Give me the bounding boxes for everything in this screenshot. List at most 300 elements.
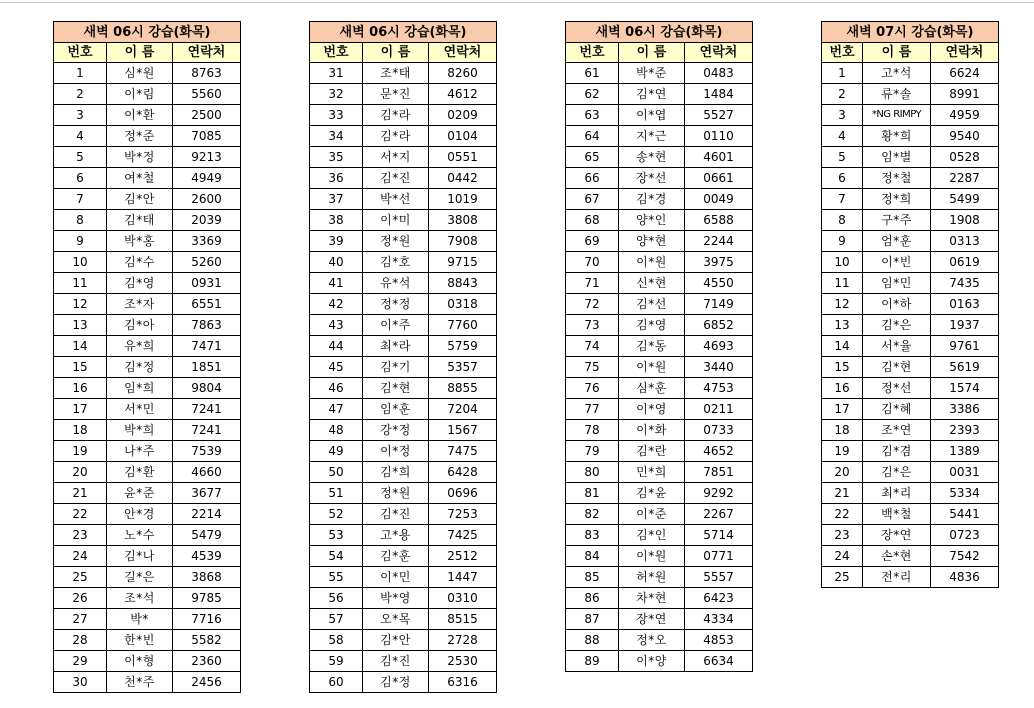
cell-name: 이*준 [619, 504, 685, 525]
table-row [54, 63, 241, 84]
cell-phone: 5441 [931, 504, 999, 525]
cell-phone: 2393 [931, 420, 999, 441]
cell-name: 김*기 [363, 357, 429, 378]
cell-name: 여*철 [107, 168, 173, 189]
cell-num: 53 [310, 525, 363, 546]
cell-phone: 0551 [429, 147, 497, 168]
table-row [310, 651, 497, 672]
cell-num: 1 [822, 63, 863, 84]
cell-name: 민*희 [619, 462, 685, 483]
cell-name: 이*원 [619, 546, 685, 567]
cell-name: 임*희 [107, 378, 173, 399]
cell-num: 22 [822, 504, 863, 525]
table-row [822, 441, 999, 462]
table-row [566, 525, 753, 546]
table-row [566, 546, 753, 567]
cell-name: 김*수 [107, 252, 173, 273]
cell-num: 17 [54, 399, 107, 420]
cell-name: 김*은 [863, 315, 931, 336]
cell-name: 양*현 [619, 231, 685, 252]
cell-phone: 9292 [685, 483, 753, 504]
cell-name: 이*엽 [619, 105, 685, 126]
col-header-num: 번호 [566, 43, 619, 63]
table-row [310, 525, 497, 546]
cell-name: 김*혜 [863, 399, 931, 420]
col-header-num: 번호 [310, 43, 363, 63]
cell-num: 9 [822, 231, 863, 252]
cell-phone: 0771 [685, 546, 753, 567]
table-row [822, 147, 999, 168]
cell-num: 87 [566, 609, 619, 630]
cell-name: 손*현 [863, 546, 931, 567]
cell-name: 김*인 [619, 525, 685, 546]
cell-phone: 7851 [685, 462, 753, 483]
cell-num: 65 [566, 147, 619, 168]
table-row [54, 378, 241, 399]
cell-num: 74 [566, 336, 619, 357]
cell-num: 50 [310, 462, 363, 483]
cell-name: 최*리 [863, 483, 931, 504]
cell-name: 백*철 [863, 504, 931, 525]
table-row [566, 588, 753, 609]
roster-table-1 [53, 21, 241, 693]
cell-phone: 2500 [173, 105, 241, 126]
cell-num: 31 [310, 63, 363, 84]
table-row [566, 441, 753, 462]
cell-phone: 7863 [173, 315, 241, 336]
cell-num: 41 [310, 273, 363, 294]
cell-phone: 0483 [685, 63, 753, 84]
cell-name: 이*하 [863, 294, 931, 315]
cell-phone: 4601 [685, 147, 753, 168]
cell-name: 천*주 [107, 672, 173, 693]
cell-num: 58 [310, 630, 363, 651]
cell-name: 나*주 [107, 441, 173, 462]
cell-num: 2 [54, 84, 107, 105]
table-row [822, 336, 999, 357]
cell-num: 86 [566, 588, 619, 609]
cell-name: 이*화 [619, 420, 685, 441]
cell-num: 48 [310, 420, 363, 441]
col-header-phone: 연락처 [173, 43, 241, 63]
table-row [566, 105, 753, 126]
table-row [54, 630, 241, 651]
table-row [822, 252, 999, 273]
cell-num: 15 [54, 357, 107, 378]
cell-num: 16 [822, 378, 863, 399]
cell-name: 송*현 [619, 147, 685, 168]
cell-num: 19 [822, 441, 863, 462]
col-header-phone: 연락처 [931, 43, 999, 63]
cell-name: 한*빈 [107, 630, 173, 651]
cell-phone: 4652 [685, 441, 753, 462]
cell-name: 김*안 [107, 189, 173, 210]
table-row [54, 294, 241, 315]
cell-phone: 2600 [173, 189, 241, 210]
cell-num: 63 [566, 105, 619, 126]
cell-phone: 1937 [931, 315, 999, 336]
table-row [566, 294, 753, 315]
table-row [54, 672, 241, 693]
cell-num: 64 [566, 126, 619, 147]
cell-phone: 1851 [173, 357, 241, 378]
cell-name: 양*인 [619, 210, 685, 231]
cell-name: 박*홍 [107, 231, 173, 252]
cell-name: 김*훈 [363, 546, 429, 567]
table-row [54, 105, 241, 126]
cell-name: 이*원 [619, 357, 685, 378]
cell-num: 21 [54, 483, 107, 504]
cell-num: 5 [822, 147, 863, 168]
cell-phone: 3975 [685, 252, 753, 273]
cell-phone: 7085 [173, 126, 241, 147]
cell-num: 14 [54, 336, 107, 357]
table-row [310, 672, 497, 693]
cell-phone: 2456 [173, 672, 241, 693]
cell-num: 36 [310, 168, 363, 189]
cell-name: 김*연 [619, 84, 685, 105]
cell-name: 강*정 [363, 420, 429, 441]
cell-num: 75 [566, 357, 619, 378]
table-row [822, 273, 999, 294]
cell-phone: 8260 [429, 63, 497, 84]
table-row [310, 210, 497, 231]
cell-name: 조*자 [107, 294, 173, 315]
cell-num: 14 [822, 336, 863, 357]
cell-name: 김*정 [107, 357, 173, 378]
cell-name: 이*림 [107, 84, 173, 105]
cell-phone: 0104 [429, 126, 497, 147]
table-row [310, 126, 497, 147]
table-row [310, 588, 497, 609]
cell-name: 길*은 [107, 567, 173, 588]
cell-num: 7 [54, 189, 107, 210]
cell-num: 89 [566, 651, 619, 672]
cell-phone: 7435 [931, 273, 999, 294]
cell-phone: 5582 [173, 630, 241, 651]
table-row [54, 462, 241, 483]
cell-name: 박*정 [107, 147, 173, 168]
cell-phone: 1908 [931, 210, 999, 231]
cell-num: 1 [54, 63, 107, 84]
cell-num: 67 [566, 189, 619, 210]
table-title: 새벽 06시 강습(화목) [566, 22, 753, 43]
cell-num: 11 [822, 273, 863, 294]
col-header-name: 이 름 [863, 43, 931, 63]
table-row [310, 357, 497, 378]
cell-name: 김*윤 [619, 483, 685, 504]
cell-name: 박*선 [363, 189, 429, 210]
cell-name: 이*주 [363, 315, 429, 336]
cell-name: 구*주 [863, 210, 931, 231]
cell-phone: 0310 [429, 588, 497, 609]
cell-num: 88 [566, 630, 619, 651]
cell-phone: 5557 [685, 567, 753, 588]
cell-phone: 2244 [685, 231, 753, 252]
cell-name: 이*빈 [863, 252, 931, 273]
cell-num: 71 [566, 273, 619, 294]
cell-num: 15 [822, 357, 863, 378]
cell-phone: 0110 [685, 126, 753, 147]
cell-name: 차*현 [619, 588, 685, 609]
cell-name: *NG RIMPY [863, 105, 931, 126]
cell-num: 3 [54, 105, 107, 126]
cell-name: 김*라 [363, 126, 429, 147]
cell-phone: 3440 [685, 357, 753, 378]
cell-num: 49 [310, 441, 363, 462]
cell-num: 59 [310, 651, 363, 672]
table-row [566, 357, 753, 378]
table-row [310, 273, 497, 294]
cell-name: 김*선 [619, 294, 685, 315]
cell-phone: 7425 [429, 525, 497, 546]
cell-phone: 4949 [173, 168, 241, 189]
cell-num: 79 [566, 441, 619, 462]
table-row [566, 231, 753, 252]
col-header-num: 번호 [54, 43, 107, 63]
cell-name: 노*수 [107, 525, 173, 546]
cell-name: 류*솔 [863, 84, 931, 105]
cell-num: 42 [310, 294, 363, 315]
cell-name: 임*별 [863, 147, 931, 168]
cell-name: 고*용 [363, 525, 429, 546]
cell-name: 김*진 [363, 651, 429, 672]
cell-num: 37 [310, 189, 363, 210]
cell-num: 25 [54, 567, 107, 588]
cell-name: 김*란 [619, 441, 685, 462]
col-header-phone: 연락처 [429, 43, 497, 63]
cell-phone: 7149 [685, 294, 753, 315]
cell-num: 38 [310, 210, 363, 231]
cell-name: 장*선 [619, 168, 685, 189]
cell-num: 81 [566, 483, 619, 504]
table-row [54, 588, 241, 609]
cell-name: 김*라 [363, 105, 429, 126]
table-row [822, 378, 999, 399]
cell-phone: 2512 [429, 546, 497, 567]
table-row [566, 378, 753, 399]
table-row [54, 483, 241, 504]
table-row [566, 126, 753, 147]
table-row [310, 63, 497, 84]
table-row [566, 483, 753, 504]
table-row [54, 126, 241, 147]
cell-num: 2 [822, 84, 863, 105]
cell-phone: 1567 [429, 420, 497, 441]
cell-name: 이*양 [619, 651, 685, 672]
table-row [822, 525, 999, 546]
cell-name: 조*연 [863, 420, 931, 441]
cell-name: 최*라 [363, 336, 429, 357]
top-divider [0, 2, 1034, 3]
cell-num: 5 [54, 147, 107, 168]
cell-name: 정*원 [363, 231, 429, 252]
table-row [566, 567, 753, 588]
cell-phone: 6316 [429, 672, 497, 693]
cell-num: 11 [54, 273, 107, 294]
cell-phone: 0619 [931, 252, 999, 273]
table-row [54, 252, 241, 273]
cell-phone: 5527 [685, 105, 753, 126]
table-row [54, 147, 241, 168]
table-row [822, 357, 999, 378]
cell-phone: 0318 [429, 294, 497, 315]
cell-phone: 8991 [931, 84, 999, 105]
cell-num: 20 [822, 462, 863, 483]
cell-phone: 2214 [173, 504, 241, 525]
table-row [54, 84, 241, 105]
cell-name: 이*형 [107, 651, 173, 672]
table-row [822, 189, 999, 210]
cell-phone: 9715 [429, 252, 497, 273]
table-row [310, 105, 497, 126]
table-row [566, 189, 753, 210]
cell-num: 78 [566, 420, 619, 441]
cell-num: 45 [310, 357, 363, 378]
cell-num: 33 [310, 105, 363, 126]
table-row [310, 462, 497, 483]
cell-num: 4 [822, 126, 863, 147]
cell-name: 이*정 [363, 441, 429, 462]
cell-phone: 0528 [931, 147, 999, 168]
cell-num: 62 [566, 84, 619, 105]
cell-name: 유*석 [363, 273, 429, 294]
cell-phone: 8763 [173, 63, 241, 84]
cell-num: 83 [566, 525, 619, 546]
table-row [310, 336, 497, 357]
table-row [822, 462, 999, 483]
cell-name: 안*경 [107, 504, 173, 525]
table-row [822, 504, 999, 525]
cell-num: 30 [54, 672, 107, 693]
cell-num: 12 [54, 294, 107, 315]
table-row [310, 378, 497, 399]
cell-phone: 1484 [685, 84, 753, 105]
cell-phone: 4959 [931, 105, 999, 126]
cell-phone: 3386 [931, 399, 999, 420]
cell-phone: 3868 [173, 567, 241, 588]
cell-phone: 0049 [685, 189, 753, 210]
cell-phone: 0031 [931, 462, 999, 483]
table-row [310, 504, 497, 525]
table-row [822, 420, 999, 441]
table-row [54, 210, 241, 231]
cell-phone: 6588 [685, 210, 753, 231]
cell-num: 44 [310, 336, 363, 357]
cell-num: 24 [54, 546, 107, 567]
table-row [822, 315, 999, 336]
cell-num: 84 [566, 546, 619, 567]
cell-num: 9 [54, 231, 107, 252]
table-row [566, 504, 753, 525]
cell-name: 김*영 [619, 315, 685, 336]
cell-phone: 6852 [685, 315, 753, 336]
cell-name: 김*정 [363, 672, 429, 693]
table-row [54, 189, 241, 210]
cell-name: 정*선 [863, 378, 931, 399]
cell-phone: 4550 [685, 273, 753, 294]
cell-name: 심*원 [107, 63, 173, 84]
cell-phone: 7241 [173, 420, 241, 441]
cell-num: 17 [822, 399, 863, 420]
cell-num: 54 [310, 546, 363, 567]
cell-phone: 9761 [931, 336, 999, 357]
table-row [310, 420, 497, 441]
table-row [310, 609, 497, 630]
table-row [310, 294, 497, 315]
table-row [54, 399, 241, 420]
cell-name: 서*지 [363, 147, 429, 168]
cell-phone: 4836 [931, 567, 999, 588]
cell-phone: 5759 [429, 336, 497, 357]
table-row [310, 84, 497, 105]
cell-phone: 8515 [429, 609, 497, 630]
table-row [310, 168, 497, 189]
col-header-num: 번호 [822, 43, 863, 63]
cell-phone: 4539 [173, 546, 241, 567]
cell-num: 28 [54, 630, 107, 651]
cell-phone: 9804 [173, 378, 241, 399]
cell-phone: 7716 [173, 609, 241, 630]
table-row [822, 567, 999, 588]
cell-num: 26 [54, 588, 107, 609]
cell-name: 정*희 [863, 189, 931, 210]
cell-name: 오*목 [363, 609, 429, 630]
col-header-name: 이 름 [619, 43, 685, 63]
cell-num: 66 [566, 168, 619, 189]
cell-phone: 4753 [685, 378, 753, 399]
cell-name: 고*석 [863, 63, 931, 84]
cell-phone: 7475 [429, 441, 497, 462]
cell-phone: 5334 [931, 483, 999, 504]
cell-name: 임*민 [863, 273, 931, 294]
cell-phone: 2530 [429, 651, 497, 672]
cell-num: 68 [566, 210, 619, 231]
cell-num: 72 [566, 294, 619, 315]
table-row [54, 546, 241, 567]
cell-phone: 5499 [931, 189, 999, 210]
cell-num: 12 [822, 294, 863, 315]
roster-table-4 [821, 21, 999, 588]
cell-num: 7 [822, 189, 863, 210]
cell-phone: 0931 [173, 273, 241, 294]
cell-num: 52 [310, 504, 363, 525]
cell-name: 김*영 [107, 273, 173, 294]
table-row [310, 252, 497, 273]
table-title: 새벽 06시 강습(화목) [310, 22, 497, 43]
col-header-phone: 연락처 [685, 43, 753, 63]
cell-phone: 2728 [429, 630, 497, 651]
table-row [566, 420, 753, 441]
cell-name: 문*진 [363, 84, 429, 105]
cell-name: 조*태 [363, 63, 429, 84]
cell-num: 73 [566, 315, 619, 336]
table-row [822, 483, 999, 504]
cell-phone: 7204 [429, 399, 497, 420]
table-row [54, 273, 241, 294]
table-row [566, 273, 753, 294]
table-row [566, 252, 753, 273]
table-row [822, 168, 999, 189]
cell-num: 13 [822, 315, 863, 336]
cell-num: 61 [566, 63, 619, 84]
table-row [822, 294, 999, 315]
cell-name: 조*석 [107, 588, 173, 609]
table-row [310, 441, 497, 462]
cell-name: 박*준 [619, 63, 685, 84]
cell-phone: 1389 [931, 441, 999, 462]
cell-phone: 5479 [173, 525, 241, 546]
